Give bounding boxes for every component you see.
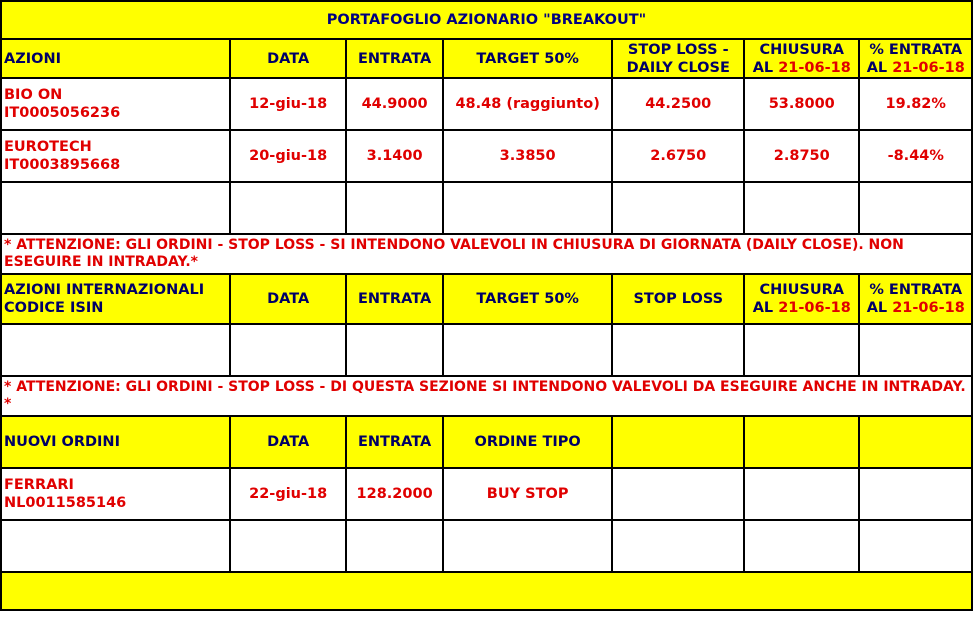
order-stock-cell <box>2 469 229 519</box>
empty-row <box>2 521 971 571</box>
header-stop-line2: DAILY CLOSE <box>626 59 730 76</box>
empty-row <box>2 183 971 233</box>
header-chiusura <box>745 275 858 323</box>
section2-header-row <box>2 275 971 323</box>
section1-note: * ATTENZIONE: GLI ORDINI - STOP LOSS - SI INTENDONO VALEVOLI IN CHIUSURA DI GIORNATA (DAILY CLOSE). NON ESEGUIRE IN INTRADAY.* <box>2 235 971 273</box>
header-stop-loss <box>613 40 743 77</box>
header-data: DATA <box>231 40 345 77</box>
header-chiusura <box>745 40 858 77</box>
cell-target: 3.3850 <box>444 131 612 181</box>
header-entrata: ENTRATA <box>347 275 441 323</box>
stock-cell <box>2 79 229 129</box>
header-stop-line1: STOP LOSS - <box>627 41 729 58</box>
cell-stop: 44.2500 <box>613 79 743 129</box>
header-target: TARGET 50% <box>444 40 612 77</box>
cell-perc: 19.82% <box>860 79 971 129</box>
table-row <box>2 131 971 181</box>
cell-perc: -8.44% <box>860 131 971 181</box>
stock-isin: IT0005056236 <box>4 105 121 121</box>
header-azioni-internazionali <box>2 275 229 323</box>
header-data: DATA <box>231 275 345 323</box>
header-perc-prefix: AL <box>866 59 888 76</box>
table-row <box>2 469 971 519</box>
cell-entrata: 3.1400 <box>347 131 441 181</box>
header-perc-entrata <box>860 40 971 77</box>
cell-data: 12-giu-18 <box>231 79 345 129</box>
header-azioni-int-line2: CODICE ISIN <box>4 300 104 316</box>
order-tipo: BUY STOP <box>444 469 612 519</box>
order-entrata: 128.2000 <box>347 469 441 519</box>
header-perc-date: 21-06-18 <box>892 300 965 316</box>
empty-row <box>2 325 971 375</box>
header-perc-entrata <box>860 275 971 323</box>
order-stock-isin: NL0011585146 <box>4 495 127 511</box>
header-chiusura-date: 21-06-18 <box>778 300 851 316</box>
header-chiusura-prefix: AL <box>752 59 774 76</box>
header-chiusura-prefix: AL <box>752 300 774 316</box>
header-perc-line1: % ENTRATA <box>869 282 963 298</box>
page-title: PORTAFOGLIO AZIONARIO "BREAKOUT" <box>2 2 971 38</box>
header-entrata: ENTRATA <box>347 417 441 467</box>
header-nuovi-ordini: NUOVI ORDINI <box>2 417 229 467</box>
stock-isin: IT0003895668 <box>4 157 121 173</box>
cell-target: 48.48 (raggiunto) <box>444 79 612 129</box>
header-perc-date: 21-06-18 <box>892 59 965 76</box>
cell-stop: 2.6750 <box>613 131 743 181</box>
header-stop-loss: STOP LOSS <box>613 275 743 323</box>
stock-cell <box>2 131 229 181</box>
header-perc-line1: % ENTRATA <box>869 41 963 58</box>
cell-data: 20-giu-18 <box>231 131 345 181</box>
cell-entrata: 44.9000 <box>347 79 441 129</box>
header-target: TARGET 50% <box>444 275 612 323</box>
header-chiusura-line1: CHIUSURA <box>759 41 845 58</box>
order-stock-name: FERRARI <box>4 477 74 493</box>
table-row <box>2 79 971 129</box>
header-chiusura-line1: CHIUSURA <box>759 282 845 298</box>
cell-chiusura: 2.8750 <box>745 131 858 181</box>
footer-bar <box>2 573 971 609</box>
section2-note: * ATTENZIONE: GLI ORDINI - STOP LOSS - DI QUESTA SEZIONE SI INTENDONO VALEVOLI DA ESEGUIRE ANCHE IN INTRADAY. * <box>2 377 971 415</box>
header-data: DATA <box>231 417 345 467</box>
stock-name: EUROTECH <box>4 139 92 155</box>
header-chiusura-date: 21-06-18 <box>778 59 851 76</box>
order-data: 22-giu-18 <box>231 469 345 519</box>
header-azioni-int-line1: AZIONI INTERNAZIONALI <box>4 282 205 298</box>
cell-chiusura: 53.8000 <box>745 79 858 129</box>
header-azioni: AZIONI <box>2 40 229 77</box>
section3-header-row <box>2 417 971 467</box>
header-ordine-tipo: ORDINE TIPO <box>444 417 612 467</box>
header-perc-prefix: AL <box>866 300 888 316</box>
stock-name: BIO ON <box>4 87 63 103</box>
header-entrata: ENTRATA <box>347 40 441 77</box>
section1-header-row <box>2 40 971 77</box>
